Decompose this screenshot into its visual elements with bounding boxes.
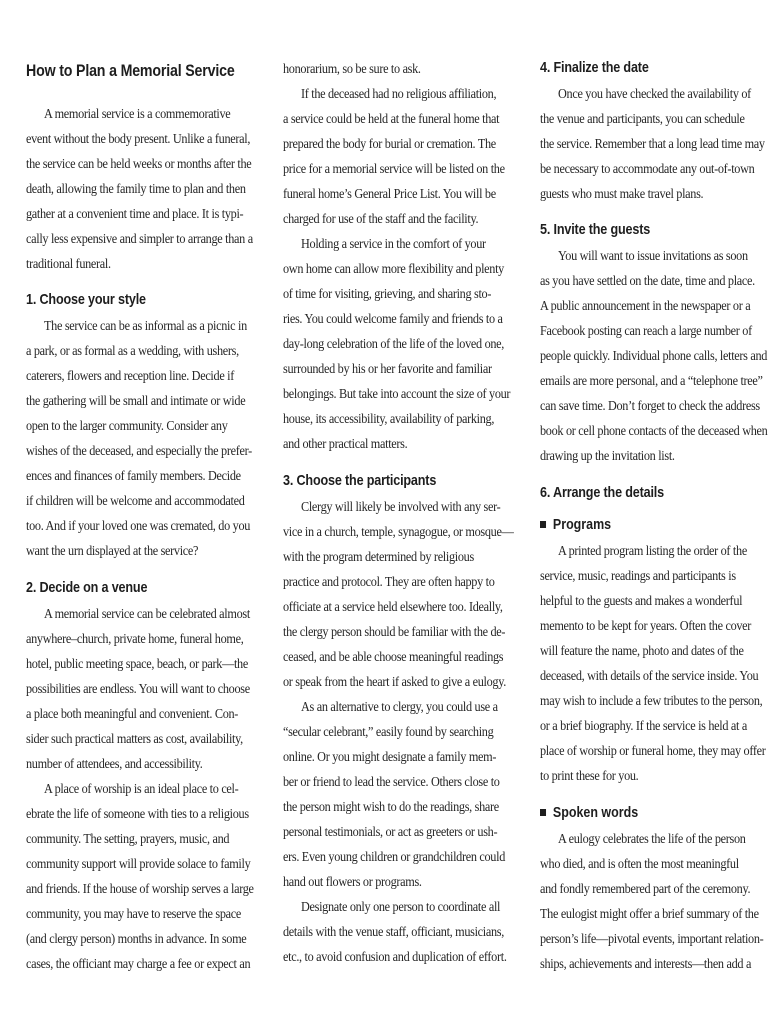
text-line: and other practical matters.	[283, 436, 408, 451]
subheading-programs-label: Programs	[552, 517, 612, 533]
text-line: A place of worship is an ideal place to cel-	[44, 781, 239, 796]
text-line: caterers, flowers and reception line. Decide if	[26, 368, 235, 383]
text-line: If the deceased had no religious affiliation,	[301, 86, 497, 101]
text-line: Clergy will likely be involved with any ser-	[301, 499, 501, 514]
section-heading-date: 4. Finalize the date	[540, 59, 649, 76]
text-line: if children will be welcome and accommodated	[26, 493, 245, 508]
text-line: to print these for you.	[540, 768, 639, 783]
text-line: death, allowing the family time to plan and then	[26, 181, 246, 196]
text-line: event without the body present. Unlike a funeral,	[26, 131, 251, 146]
text-line: can save time. Don’t forget to check the address	[540, 398, 760, 413]
text-line: the person might wish to do the readings, share	[283, 799, 499, 814]
text-line: house, its accessibility, availability of parking,	[283, 411, 495, 426]
text-line: A public announcement in the newspaper or a	[540, 298, 751, 313]
text-line: practice and protocol. They are often happy to	[283, 574, 495, 589]
text-line: ences and finances of family members. Decide	[26, 468, 241, 483]
text-line: the gathering will be small and intimate or wide	[26, 393, 246, 408]
text-line: too. And if your loved one was cremated, do you	[26, 518, 251, 533]
text-line: number of attendees, and accessibility.	[26, 756, 203, 771]
text-line: Holding a service in the comfort of your	[301, 236, 486, 251]
subheading-spoken-label: Spoken words	[552, 805, 639, 821]
text-line: hand out flowers or programs.	[283, 874, 422, 889]
text-line: own home can allow more flexibility and plenty	[283, 261, 504, 276]
text-line: wishes of the deceased, and especially the prefer-	[26, 443, 252, 458]
text-line: personal testimonials, or act as greeters or ush-	[283, 824, 498, 839]
text-line: hotel, public meeting space, beach, or park—the	[26, 656, 248, 671]
section-heading-details: 6. Arrange the details	[540, 484, 664, 501]
text-line: may wish to include a few tributes to the person,	[540, 693, 763, 708]
section-heading-style: 1. Choose your style	[26, 291, 146, 308]
text-line: ebrate the life of someone with ties to a religious	[26, 806, 249, 821]
page-title: How to Plan a Memorial Service	[26, 62, 235, 80]
text-line: etc., to avoid confusion and duplication of effort.	[283, 949, 507, 964]
text-line: the service. Remember that a long lead time may	[540, 136, 765, 151]
text-line: ships, achievements and interests—then add a	[540, 956, 752, 971]
text-line: Designate only one person to coordinate all	[301, 899, 501, 914]
text-line: person’s life—pivotal events, important relation-	[540, 931, 764, 946]
text-line: surrounded by his or her favorite and familiar	[283, 361, 492, 376]
text-line: ber or friend to lead the service. Others close to	[283, 774, 500, 789]
text-line: A memorial service is a commemorative	[44, 106, 231, 121]
text-line: honorarium, so be sure to ask.	[283, 61, 421, 76]
text-line: The service can be as informal as a picnic in	[44, 318, 247, 333]
text-line: who died, and is often the most meaningful	[540, 856, 739, 871]
text-line: gather at a convenient time and place. It is typi-	[26, 206, 244, 221]
text-line: be necessary to accommodate any out-of-town	[540, 161, 755, 176]
text-line: guests who must make travel plans.	[540, 186, 704, 201]
text-line: sider such practical matters as cost, availability,	[26, 731, 243, 746]
text-line: belongings. But take into account the size of your	[283, 386, 511, 401]
text-line: book or cell phone contacts of the deceased when	[540, 423, 768, 438]
text-line: traditional funeral.	[26, 256, 111, 271]
text-line: A eulogy celebrates the life of the person	[558, 831, 746, 846]
text-line: community support will provide solace to family	[26, 856, 251, 871]
square-bullet-icon	[540, 521, 546, 528]
text-line: prepared the body for burial or cremation. The	[283, 136, 496, 151]
text-line: As an alternative to clergy, you could use a	[301, 699, 498, 714]
text-line: officiate at a service held elsewhere too. Ideally,	[283, 599, 503, 614]
text-line: open to the larger community. Consider any	[26, 418, 228, 433]
text-line: and fondly remembered part of the ceremony.	[540, 881, 751, 896]
text-line: and friends. If the house of worship serves a large	[26, 881, 254, 896]
text-line: with the program determined by religious	[283, 549, 474, 564]
text-line: A memorial service can be celebrated almost	[44, 606, 250, 621]
text-line: ers. Even young children or grandchildren could	[283, 849, 506, 864]
text-line: the service can be held weeks or months after the	[26, 156, 252, 171]
text-line: cases, the officiant may charge a fee or expect an	[26, 956, 251, 971]
text-line: a service could be held at the funeral home that	[283, 111, 500, 126]
text-line: price for a memorial service will be listed on the	[283, 161, 505, 176]
text-line: community, you may have to reserve the space	[26, 906, 242, 921]
section-heading-venue: 2. Decide on a venue	[26, 579, 148, 596]
text-line: helpful to the guests and makes a wonderful	[540, 593, 743, 608]
text-line: details with the venue staff, officiant, musicians,	[283, 924, 504, 939]
text-line: of time for visiting, grieving, and sharing sto-	[283, 286, 492, 301]
text-line: A printed program listing the order of the	[558, 543, 747, 558]
text-line: day-long celebration of the life of the loved one,	[283, 336, 505, 351]
text-line: place of worship or funeral home, they may offer	[540, 743, 766, 758]
text-line: anywhere–church, private home, funeral home,	[26, 631, 244, 646]
text-line: the clergy person should be familiar with the de-	[283, 624, 506, 639]
text-line: possibilities are endless. You will want to choose	[26, 681, 250, 696]
text-line: the venue and participants, you can schedule	[540, 111, 745, 126]
text-line: funeral home’s General Price List. You will be	[283, 186, 496, 201]
text-line: (and clergy person) months in advance. In some	[26, 931, 247, 946]
text-line: memento to be kept for years. Often the cover	[540, 618, 752, 633]
text-line: community. The setting, prayers, music, and	[26, 831, 230, 846]
text-line: people quickly. Individual phone calls, letters and	[540, 348, 768, 363]
text-line: a place both meaningful and convenient. Con-	[26, 706, 239, 721]
text-line: deceased, with details of the service inside. You	[540, 668, 759, 683]
text-line: online. Or you might designate a family mem-	[283, 749, 497, 764]
subheading-spoken-words	[540, 804, 638, 822]
text-line: emails are more personal, and a “telephone tree”	[540, 373, 763, 388]
section-heading-guests: 5. Invite the guests	[540, 221, 651, 238]
text-line: “secular celebrant,” easily found by searching	[283, 724, 494, 739]
text-line: a park, or as formal as a wedding, with ushers,	[26, 343, 239, 358]
square-bullet-icon	[540, 809, 546, 816]
text-line: charged for use of the staff and the facility.	[283, 211, 479, 226]
text-line: drawing up the invitation list.	[540, 448, 675, 463]
text-line: cally less expensive and simpler to arrange than a	[26, 231, 253, 246]
text-line: service, music, readings and participants is	[540, 568, 736, 583]
text-line: will feature the name, photo and dates of the	[540, 643, 744, 658]
text-line: ceased, and be able choose meaningful readings	[283, 649, 504, 664]
text-line: The eulogist might offer a brief summary of the	[540, 906, 759, 921]
subheading-programs	[540, 516, 611, 534]
text-line: ries. You could welcome family and friends to a	[283, 311, 503, 326]
text-line: want the urn displayed at the service?	[26, 543, 199, 558]
text-line: vice in a church, temple, synagogue, or mosque—	[283, 524, 514, 539]
section-heading-participants: 3. Choose the participants	[283, 472, 437, 489]
text-line: or a brief biography. If the service is held at a	[540, 718, 747, 733]
text-line: You will want to issue invitations as soon	[558, 248, 748, 263]
text-line: or speak from the heart if asked to give a eulogy.	[283, 674, 506, 689]
text-line: Facebook posting can reach a large number of	[540, 323, 752, 338]
text-line: as you have settled on the date, time and place.	[540, 273, 755, 288]
text-line: Once you have checked the availability of	[558, 86, 751, 101]
